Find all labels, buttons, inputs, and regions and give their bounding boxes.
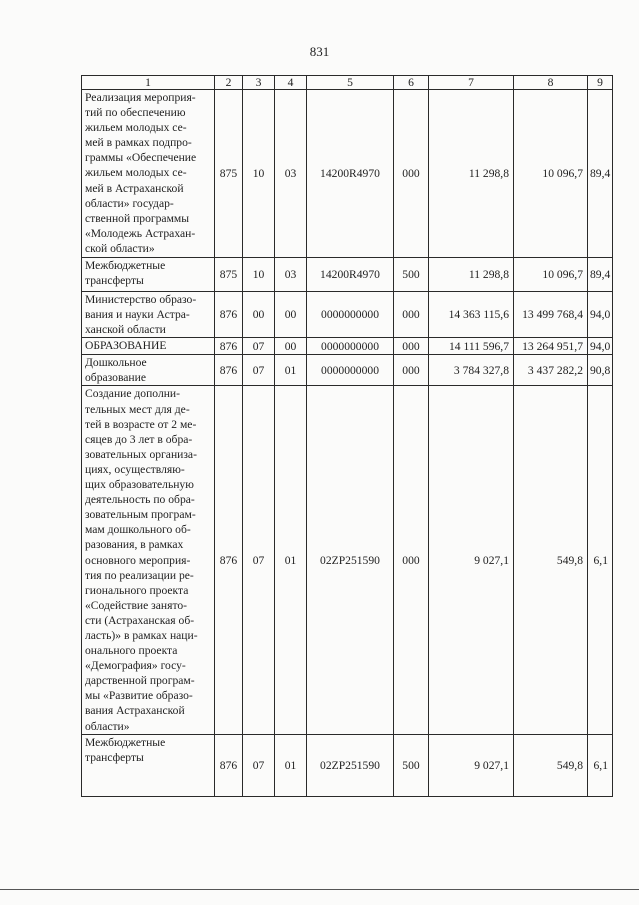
row-value-cell-5: 14200R4970 <box>307 258 394 292</box>
row-value-cell-4: 00 <box>275 338 307 355</box>
budget-table <box>81 75 613 797</box>
header-row <box>82 76 613 90</box>
row-value-cell-8: 13 264 951,7 <box>514 338 588 355</box>
row-value-cell-6: 000 <box>394 90 429 258</box>
row-value-cell-4: 01 <box>275 355 307 386</box>
row-name-cell: ОБРАЗОВАНИЕ <box>82 338 215 355</box>
row-value-cell-5: 0000000000 <box>307 292 394 338</box>
row-value-cell-6: 500 <box>394 734 429 796</box>
row-value-cell-5: 14200R4970 <box>307 90 394 258</box>
row-value-cell-7: 11 298,8 <box>429 258 514 292</box>
row-name-cell: Межбюджетные трансферты <box>82 734 215 796</box>
header-cell: 2 <box>215 76 243 90</box>
header-cell: 9 <box>588 76 613 90</box>
row-value-cell-9: 94,0 <box>588 338 613 355</box>
row-value-cell-6: 500 <box>394 258 429 292</box>
row-value-cell-8: 549,8 <box>514 386 588 734</box>
table-row <box>82 734 613 796</box>
row-value-cell-7: 9 027,1 <box>429 386 514 734</box>
row-name-cell: Межбюджетные трансферты <box>82 258 215 292</box>
row-value-cell-7: 3 784 327,8 <box>429 355 514 386</box>
row-value-cell-9: 89,4 <box>588 90 613 258</box>
row-value-cell-3: 10 <box>243 258 275 292</box>
table-row <box>82 338 613 355</box>
header-cell: 3 <box>243 76 275 90</box>
header-cell: 8 <box>514 76 588 90</box>
row-value-cell-6: 000 <box>394 355 429 386</box>
row-value-cell-5: 02ZP251590 <box>307 386 394 734</box>
header-cell: 6 <box>394 76 429 90</box>
row-name-cell: Министерство образо- вания и науки Астра- ханской области <box>82 292 215 338</box>
row-value-cell-5: 0000000000 <box>307 338 394 355</box>
row-value-cell-2: 875 <box>215 258 243 292</box>
row-value-cell-3: 00 <box>243 292 275 338</box>
row-value-cell-8: 13 499 768,4 <box>514 292 588 338</box>
row-value-cell-7: 9 027,1 <box>429 734 514 796</box>
header-cell: 7 <box>429 76 514 90</box>
row-value-cell-4: 00 <box>275 292 307 338</box>
row-value-cell-9: 94,0 <box>588 292 613 338</box>
header-cell: 1 <box>82 76 215 90</box>
row-name-cell: Реализация мероприя- тий по обеспечению жильем молодых се- мей в рамках подпро- граммы «Обеспечение жильем молодых се- мей в Астраханской области» государ- ственной программы «Молодежь Астрахан- ской области» <box>82 90 215 258</box>
table-body <box>82 76 613 797</box>
row-value-cell-7: 11 298,8 <box>429 90 514 258</box>
row-value-cell-3: 07 <box>243 355 275 386</box>
row-value-cell-6: 000 <box>394 386 429 734</box>
row-value-cell-9: 89,4 <box>588 258 613 292</box>
row-value-cell-3: 07 <box>243 338 275 355</box>
row-name-cell: Создание дополни- тельных мест для де- тей в возрасте от 2 ме- сяцев до 3 лет в обра- зовательных организа- циях, осуществляю- щих образовательную деятельность по обра- зовательным програм- мам дошкольного об- разования, в рамках основного мероприя- тия по реализации ре- гионального проекта «Содействие занято- сти (Астраханская об- ласть)» в рамках наци- онального проекта «Демография» госу- дарственной програм- мы «Развитие образо- вания Астраханской области» <box>82 386 215 734</box>
row-value-cell-4: 01 <box>275 386 307 734</box>
row-value-cell-8: 10 096,7 <box>514 258 588 292</box>
row-value-cell-7: 14 363 115,6 <box>429 292 514 338</box>
row-value-cell-6: 000 <box>394 292 429 338</box>
row-value-cell-6: 000 <box>394 338 429 355</box>
header-cell: 5 <box>307 76 394 90</box>
row-value-cell-5: 0000000000 <box>307 355 394 386</box>
table-row <box>82 258 613 292</box>
row-value-cell-2: 876 <box>215 292 243 338</box>
row-value-cell-3: 10 <box>243 90 275 258</box>
row-name-cell: Дошкольное образование <box>82 355 215 386</box>
row-value-cell-8: 3 437 282,2 <box>514 355 588 386</box>
row-value-cell-7: 14 111 596,7 <box>429 338 514 355</box>
row-value-cell-3: 07 <box>243 734 275 796</box>
bottom-rule <box>0 889 639 890</box>
row-value-cell-2: 876 <box>215 734 243 796</box>
row-value-cell-8: 10 096,7 <box>514 90 588 258</box>
row-value-cell-5: 02ZP251590 <box>307 734 394 796</box>
page-number: 831 <box>309 44 330 59</box>
row-value-cell-3: 07 <box>243 386 275 734</box>
row-value-cell-9: 6,1 <box>588 386 613 734</box>
row-value-cell-8: 549,8 <box>514 734 588 796</box>
table-row <box>82 90 613 258</box>
row-value-cell-4: 01 <box>275 734 307 796</box>
table-row <box>82 292 613 338</box>
table-row <box>82 355 613 386</box>
row-value-cell-2: 876 <box>215 338 243 355</box>
row-value-cell-2: 875 <box>215 90 243 258</box>
row-value-cell-2: 876 <box>215 386 243 734</box>
row-value-cell-9: 6,1 <box>588 734 613 796</box>
header-cell: 4 <box>275 76 307 90</box>
table-row <box>82 386 613 734</box>
row-value-cell-2: 876 <box>215 355 243 386</box>
row-value-cell-4: 03 <box>275 258 307 292</box>
row-value-cell-9: 90,8 <box>588 355 613 386</box>
row-value-cell-4: 03 <box>275 90 307 258</box>
